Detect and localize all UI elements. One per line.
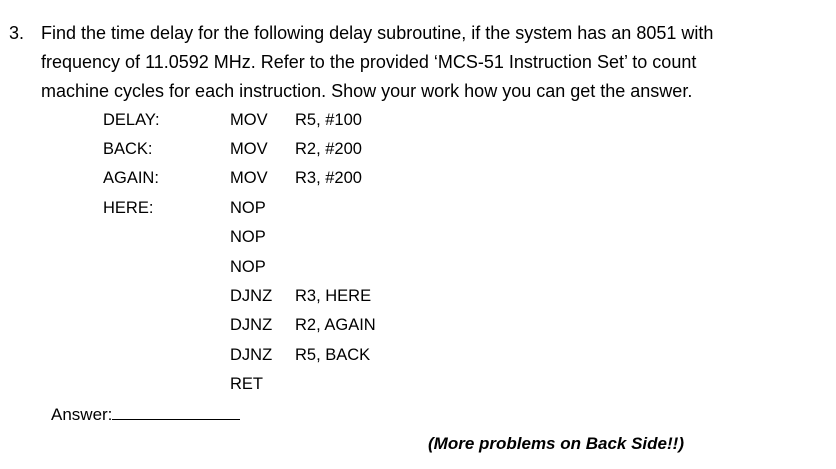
code-opcode: NOP: [230, 258, 266, 276]
code-operands: R2, AGAIN: [295, 316, 376, 334]
question-text-line-3: machine cycles for each instruction. Show your work how you can get the answer.: [41, 81, 693, 101]
question-text-line-1: Find the time delay for the following delay subroutine, if the system has an 8051 with: [41, 23, 714, 43]
code-label: AGAIN:: [103, 169, 159, 187]
answer-blank-line[interactable]: [112, 401, 240, 420]
code-opcode: MOV: [230, 111, 268, 129]
code-label: DELAY:: [103, 111, 160, 129]
code-opcode: RET: [230, 375, 263, 393]
code-operands: R5, #100: [295, 111, 362, 129]
code-opcode: DJNZ: [230, 346, 273, 364]
code-row: [0, 281, 836, 311]
code-opcode: NOP: [230, 228, 266, 246]
code-operands: R3, HERE: [295, 287, 372, 305]
code-row: [0, 310, 836, 340]
code-row: [0, 340, 836, 370]
code-row: [0, 193, 836, 223]
code-operands: R5, BACK: [295, 346, 371, 364]
code-opcode: DJNZ: [230, 287, 273, 305]
code-opcode: NOP: [230, 199, 266, 217]
code-row: [0, 252, 836, 282]
code-opcode: MOV: [230, 140, 268, 158]
answer-label: Answer:: [51, 405, 113, 424]
code-operands: R2, #200: [295, 140, 362, 158]
answer-area: [51, 401, 240, 429]
code-row: [0, 222, 836, 252]
code-label: BACK:: [103, 140, 153, 158]
question-text-line-2: frequency of 11.0592 MHz. Refer to the provided ‘MCS-51 Instruction Set’ to count: [41, 52, 697, 72]
code-label: HERE:: [103, 199, 154, 217]
code-opcode: DJNZ: [230, 316, 273, 334]
code-row: [0, 163, 836, 193]
code-opcode: MOV: [230, 169, 268, 187]
code-row: [0, 369, 836, 399]
code-row: [0, 105, 836, 135]
code-operands: R3, #200: [295, 169, 362, 187]
question-number: 3.: [9, 23, 25, 43]
more-problems-note: (More problems on Back Side!!): [428, 434, 684, 453]
code-row: [0, 134, 836, 164]
